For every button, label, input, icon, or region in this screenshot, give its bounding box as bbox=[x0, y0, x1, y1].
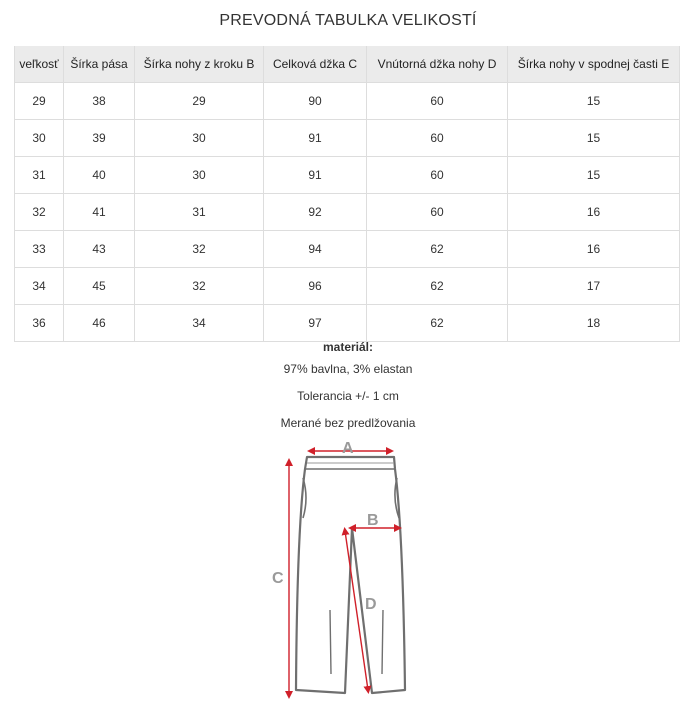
table-cell: 43 bbox=[64, 231, 135, 268]
table-cell: 30 bbox=[135, 120, 264, 157]
table-cell: 15 bbox=[508, 157, 680, 194]
table-cell: 91 bbox=[264, 157, 367, 194]
table-cell: 30 bbox=[135, 157, 264, 194]
label-d: D bbox=[365, 596, 377, 613]
table-cell: 15 bbox=[508, 120, 680, 157]
column-header-hem-width: Šírka nohy v spodnej časti E bbox=[508, 46, 680, 83]
column-header-size: veľkosť bbox=[15, 46, 64, 83]
material-label: materiál: bbox=[322, 340, 374, 354]
label-b: B bbox=[367, 512, 379, 529]
table-cell: 15 bbox=[508, 83, 680, 120]
table-cell: 16 bbox=[508, 194, 680, 231]
pants-outline bbox=[296, 457, 405, 693]
table-cell: 60 bbox=[367, 157, 508, 194]
table-cell: 32 bbox=[135, 268, 264, 305]
table-cell: 38 bbox=[64, 83, 135, 120]
table-cell: 39 bbox=[64, 120, 135, 157]
table-cell: 33 bbox=[15, 231, 64, 268]
label-a: A bbox=[342, 440, 354, 457]
measurement-note: Merané bez predlžovania bbox=[280, 416, 416, 430]
table-cell: 18 bbox=[508, 305, 680, 342]
tolerance-note: Tolerancia +/- 1 cm bbox=[297, 389, 399, 403]
table-cell: 16 bbox=[508, 231, 680, 268]
table-cell: 96 bbox=[264, 268, 367, 305]
page-title: PREVODNÁ TABULKA VELIKOSTÍ bbox=[219, 12, 477, 29]
column-header-waist: Šírka pása bbox=[64, 46, 135, 83]
table-cell: 34 bbox=[135, 305, 264, 342]
table-cell: 32 bbox=[135, 231, 264, 268]
table-cell: 62 bbox=[367, 268, 508, 305]
table-cell: 60 bbox=[367, 83, 508, 120]
table-cell: 60 bbox=[367, 194, 508, 231]
column-header-total-length: Celková džka C bbox=[264, 46, 367, 83]
column-header-crotch-width: Šírka nohy z kroku B bbox=[135, 46, 264, 83]
column-header-inseam: Vnútorná džka nohy D bbox=[367, 46, 508, 83]
table-cell: 31 bbox=[15, 157, 64, 194]
table-cell: 97 bbox=[264, 305, 367, 342]
table-cell: 62 bbox=[367, 305, 508, 342]
table-cell: 29 bbox=[15, 83, 64, 120]
table-cell: 29 bbox=[135, 83, 264, 120]
table-cell: 31 bbox=[135, 194, 264, 231]
table-cell: 41 bbox=[64, 194, 135, 231]
table-cell: 45 bbox=[64, 268, 135, 305]
table-cell: 46 bbox=[64, 305, 135, 342]
table-cell: 36 bbox=[15, 305, 64, 342]
table-cell: 40 bbox=[64, 157, 135, 194]
material-value: 97% bavlna, 3% elastan bbox=[283, 362, 413, 376]
table-cell: 94 bbox=[264, 231, 367, 268]
table-cell: 17 bbox=[508, 268, 680, 305]
table-cell: 92 bbox=[264, 194, 367, 231]
table-cell: 32 bbox=[15, 194, 64, 231]
table-cell: 30 bbox=[15, 120, 64, 157]
table-cell: 91 bbox=[264, 120, 367, 157]
label-c: C bbox=[272, 570, 284, 587]
table-cell: 90 bbox=[264, 83, 367, 120]
table-cell: 60 bbox=[367, 120, 508, 157]
table-cell: 62 bbox=[367, 231, 508, 268]
table-cell: 34 bbox=[15, 268, 64, 305]
